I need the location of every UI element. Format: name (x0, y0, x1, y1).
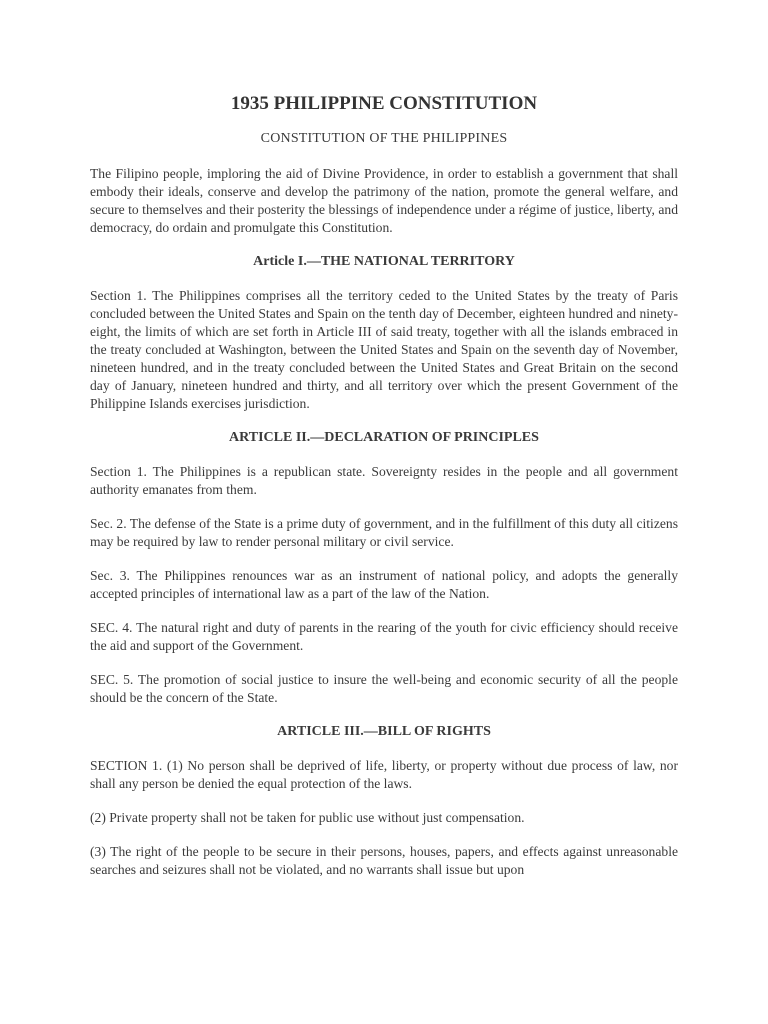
article-2-section-3: Sec. 3. The Philippines renounces war as an instrument of national policy, and adopts the generally accepted principles of international law as a part of the law of the Nation. (90, 568, 678, 601)
article-3-subsection-2: (2) Private property shall not be taken for public use without just compensation. (90, 810, 525, 825)
article-2-section-1: Section 1. The Philippines is a republican state. Sovereignty resides in the people and all government authority emanates from them. (90, 464, 678, 497)
article-3-subsection-3: (3) The right of the people to be secure in their persons, houses, papers, and effects against unreasonable searches and seizures shall not be violated, and no warrants shall issue but upon (90, 844, 678, 877)
article-2-heading-text: ARTICLE II.—DECLARATION OF PRINCIPLES (229, 430, 539, 445)
article-1-heading (90, 253, 678, 271)
article-2-heading (90, 429, 678, 447)
document-page (90, 92, 678, 895)
article-3-section-1: SECTION 1. (1) No person shall be deprived of life, liberty, or property without due process of law, nor shall any person be denied the equal protection of the laws. (90, 758, 678, 791)
article-1-section-1: Section 1. The Philippines comprises all the territory ceded to the United States by the treaty of Paris concluded between the United States and Spain on the tenth day of December, eighteen hundred and ninety-eight, the limits of which are set forth in Article III of said treaty, together with all the islands embraced in the treaty concluded at Washington, between the United States and Spain on the seventh day of November, nineteen hundred, and in the treaty concluded between the United States and Great Britain on the second day of January, nineteen hundred and thirty, and all territory over which the present Government of the Philippine Islands exercises jurisdiction. (90, 288, 678, 411)
page-subtitle: CONSTITUTION OF THE PHILIPPINES (260, 131, 508, 146)
preamble-paragraph: The Filipino people, imploring the aid of Divine Providence, in order to establish a government that shall embody their ideals, conserve and develop the patrimony of the nation, promote the general welfare, and secure to themselves and their posterity the blessings of independence under a régime of justice, liberty, and democracy, do ordain and promulgate this Constitution. (90, 166, 678, 235)
article-2-section-4: SEC. 4. The natural right and duty of parents in the rearing of the youth for civic efficiency should receive the aid and support of the Government. (90, 620, 678, 653)
article-1-heading-text: Article I.—THE NATIONAL TERRITORY (253, 254, 515, 269)
article-2-section-5: SEC. 5. The promotion of social justice to insure the well-being and economic security of all the people should be the concern of the State. (90, 672, 678, 705)
article-3-heading (90, 723, 678, 741)
article-3-heading-text: ARTICLE III.—BILL OF RIGHTS (277, 724, 491, 739)
page-title: 1935 PHILIPPINE CONSTITUTION (230, 93, 538, 114)
article-2-section-2: Sec. 2. The defense of the State is a prime duty of government, and in the fulfillment of this duty all citizens may be required by law to render personal military or civil service. (90, 516, 678, 549)
